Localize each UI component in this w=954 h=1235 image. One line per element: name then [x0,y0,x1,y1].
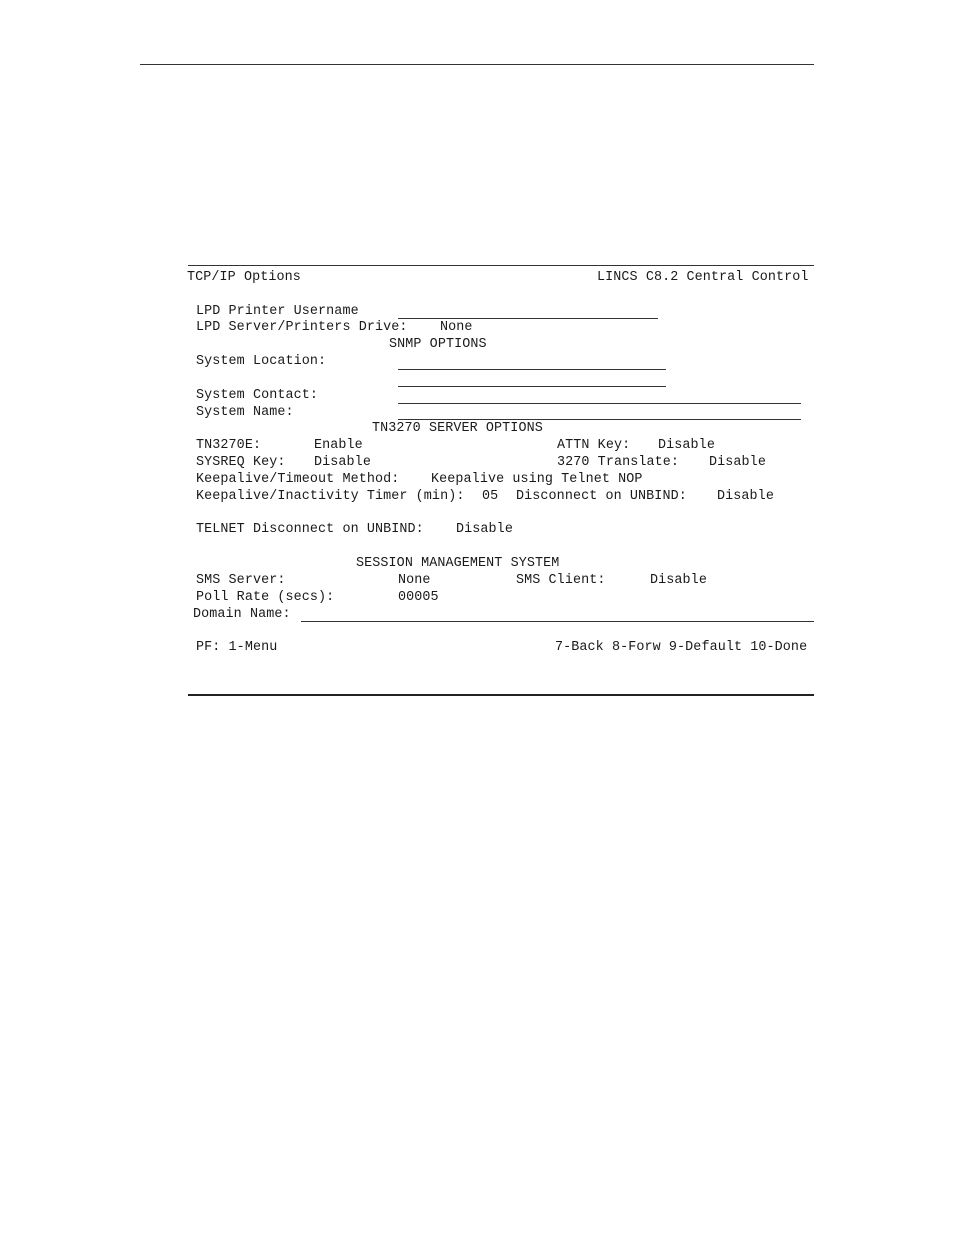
lpd-username-field[interactable] [398,318,658,319]
keepalive-method-value[interactable]: Keepalive using Telnet NOP [431,472,643,487]
sms-server-label: SMS Server: [196,573,286,588]
system-name-label: System Name: [196,405,294,420]
sms-client-label: SMS Client: [516,573,606,588]
app-title: LINCS C8.2 Central Control [597,270,809,285]
tn3270-heading: TN3270 SERVER OPTIONS [372,421,543,436]
lpd-drive-value[interactable]: None [440,320,473,335]
pf-function-keys[interactable]: 7-Back 8-Forw 9-Default 10-Done [555,640,808,655]
attn-key-label: ATTN Key: [557,438,631,453]
poll-rate-value[interactable]: 00005 [398,590,439,605]
translate-value[interactable]: Disable [709,455,766,470]
sysreq-key-value[interactable]: Disable [314,455,371,470]
telnet-disconnect-value[interactable]: Disable [456,522,513,537]
tn3270e-label: TN3270E: [196,438,262,453]
sms-client-value[interactable]: Disable [650,573,707,588]
pf-menu-key[interactable]: PF: 1-Menu [196,640,278,655]
system-contact-label: System Contact: [196,388,319,403]
system-name-field[interactable] [398,419,801,420]
snmp-heading: SNMP OPTIONS [389,337,487,352]
keepalive-timer-label: Keepalive/Inactivity Timer (min): [196,489,465,504]
lpd-username-label: LPD Printer Username [196,304,359,319]
sms-heading: SESSION MANAGEMENT SYSTEM [356,556,560,571]
keepalive-timer-value[interactable]: 05 [482,489,499,504]
keepalive-method-label: Keepalive/Timeout Method: [196,472,400,487]
translate-label: 3270 Translate: [557,455,680,470]
disconnect-unbind-value[interactable]: Disable [717,489,774,504]
system-location-field-2[interactable] [398,386,666,387]
screen-title: TCP/IP Options [187,270,301,285]
domain-name-label: Domain Name: [193,607,291,622]
system-location-field-1[interactable] [398,369,666,370]
tn3270e-value[interactable]: Enable [314,438,363,453]
system-location-label: System Location: [196,354,327,369]
domain-name-field[interactable] [301,621,814,622]
poll-rate-label: Poll Rate (secs): [196,590,335,605]
disconnect-unbind-label: Disconnect on UNBIND: [516,489,687,504]
sysreq-key-label: SYSREQ Key: [196,455,286,470]
page-header-rule [140,64,814,65]
system-contact-field[interactable] [398,403,801,404]
telnet-disconnect-label: TELNET Disconnect on UNBIND: [196,522,424,537]
lpd-drive-label: LPD Server/Printers Drive: [196,320,408,335]
attn-key-value[interactable]: Disable [658,438,715,453]
sms-server-value[interactable]: None [398,573,431,588]
